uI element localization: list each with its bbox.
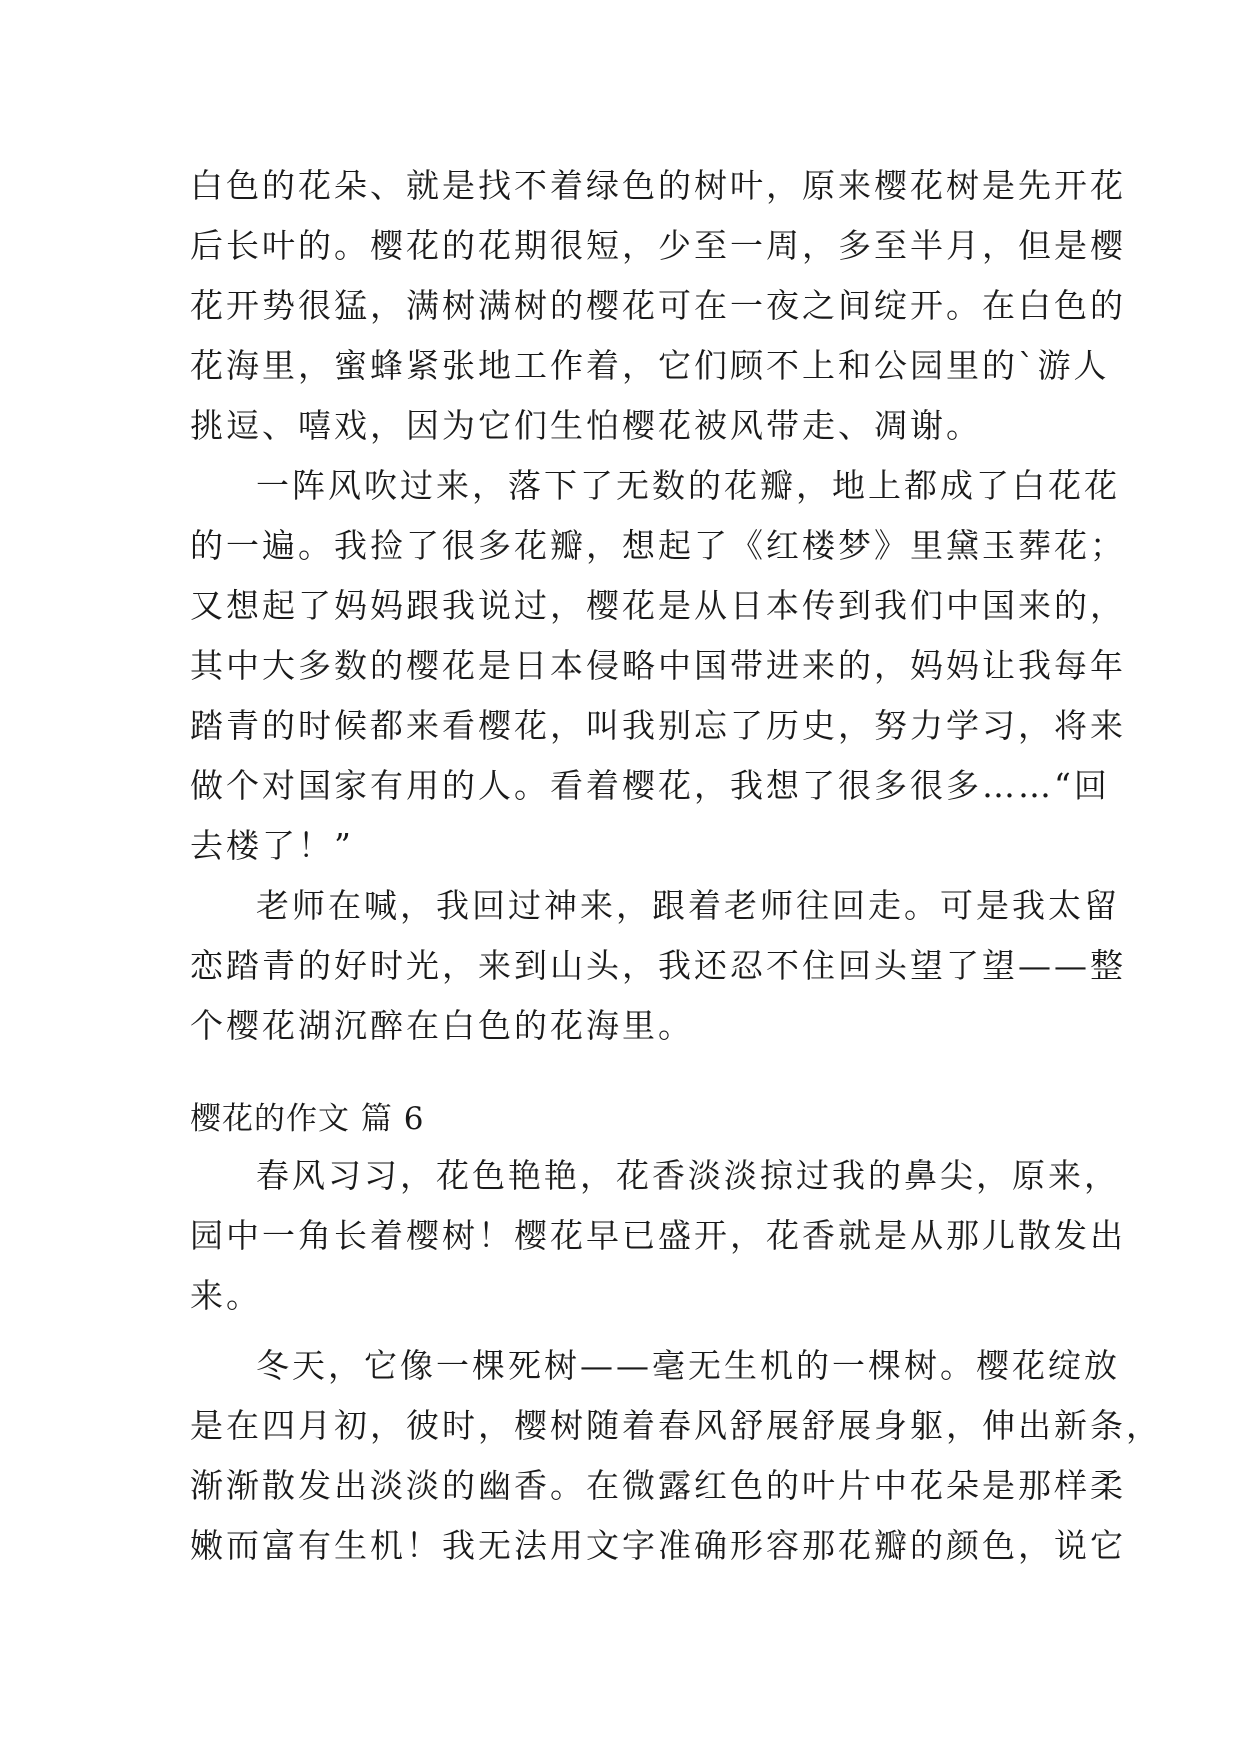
text-line: 嫩而富有生机！我无法用文字准确形容那花瓣的颜色，说它: [190, 1526, 1126, 1565]
text-line: 园中一角长着樱树！樱花早已盛开，花香就是从那儿散发出: [190, 1216, 1126, 1255]
text-line: 一阵风吹过来，落下了无数的花瓣，地上都成了白花花: [256, 466, 1120, 505]
text-line: 渐渐散发出淡淡的幽香。在微露红色的叶片中花朵是那样柔: [190, 1466, 1126, 1505]
text-line: 花开势很猛，满树满树的樱花可在一夜之间绽开。在白色的: [190, 286, 1126, 325]
text-line: 来。: [190, 1276, 262, 1315]
section-heading: 樱花的作文 篇 6: [190, 1101, 425, 1137]
text-line: 的一遍。我捡了很多花瓣，想起了《红楼梦》里黛玉葬花；: [190, 526, 1126, 565]
text-line: 又想起了妈妈跟我说过，樱花是从日本传到我们中国来的，: [190, 586, 1126, 625]
text-line: 花海里，蜜蜂紧张地工作着，它们顾不上和公园里的`游人: [190, 346, 1110, 385]
text-line: 去楼了！”: [190, 826, 354, 865]
text-line: 老师在喊，我回过神来，跟着老师往回走。可是我太留: [256, 886, 1120, 925]
text-line: 是在四月初，彼时，樱树随着春风舒展舒展身躯，伸出新条，: [190, 1406, 1162, 1445]
text-line: 春风习习，花色艳艳，花香淡淡掠过我的鼻尖，原来，: [256, 1156, 1120, 1195]
text-line: 做个对国家有用的人。看着樱花，我想了很多很多……“回: [190, 766, 1110, 805]
text-line: 白色的花朵、就是找不着绿色的树叶，原来樱花树是先开花: [190, 166, 1126, 205]
text-line: 个樱花湖沉醉在白色的花海里。: [190, 1006, 694, 1045]
text-line: 挑逗、嘻戏，因为它们生怕樱花被风带走、凋谢。: [190, 406, 982, 445]
text-line: 恋踏青的好时光，来到山头，我还忍不住回头望了望——整: [190, 946, 1126, 985]
text-line: 其中大多数的樱花是日本侵略中国带进来的，妈妈让我每年: [190, 646, 1126, 685]
text-line: 冬天，它像一棵死树——毫无生机的一棵树。樱花绽放: [256, 1346, 1120, 1385]
text-line: 后长叶的。樱花的花期很短，少至一周，多至半月，但是樱: [190, 226, 1126, 265]
text-line: 踏青的时候都来看樱花，叫我别忘了历史，努力学习，将来: [190, 706, 1126, 745]
